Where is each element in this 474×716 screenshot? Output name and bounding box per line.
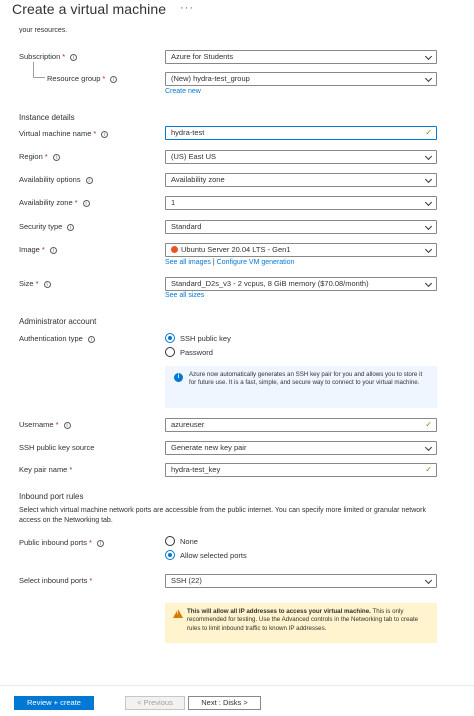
info-filled-icon: i <box>174 373 183 382</box>
key-pair-name-input[interactable]: hydra-test_key ✓ <box>165 463 437 477</box>
image-label: Image * i <box>19 245 57 255</box>
inbound-port-rules-heading: Inbound port rules <box>19 492 84 501</box>
create-new-link[interactable]: Create new <box>165 88 201 95</box>
size-dropdown[interactable]: Standard_D2s_v3 - 2 vcpus, 8 GiB memory ($70.08/month) <box>165 277 437 291</box>
info-icon[interactable]: i <box>53 154 60 161</box>
region-dropdown[interactable]: (US) East US <box>165 150 437 164</box>
info-icon[interactable]: i <box>67 224 74 231</box>
page-title: Create a virtual machine <box>12 1 167 17</box>
chevron-down-icon <box>425 280 432 287</box>
image-dropdown[interactable]: Ubuntu Server 20.04 LTS - Gen1 <box>165 243 437 257</box>
checkmark-icon: ✓ <box>425 128 432 137</box>
info-icon[interactable]: i <box>70 54 77 61</box>
security-type-label: Security type i <box>19 222 74 232</box>
availability-zone-label: Availability zone * i <box>19 198 90 208</box>
chevron-down-icon <box>425 75 432 82</box>
administrator-account-heading: Administrator account <box>19 317 97 326</box>
chevron-down-icon <box>425 246 432 253</box>
radio-password[interactable]: Password <box>165 347 213 358</box>
info-icon[interactable]: i <box>88 336 95 343</box>
more-options-icon[interactable]: ··· <box>180 2 194 14</box>
info-icon[interactable]: i <box>83 200 90 207</box>
info-icon[interactable]: i <box>110 76 117 83</box>
select-inbound-ports-dropdown[interactable]: SSH (22) <box>165 574 437 588</box>
info-icon[interactable]: i <box>97 540 104 547</box>
radio-selected-icon <box>165 550 175 560</box>
username-input[interactable]: azureuser ✓ <box>165 418 437 432</box>
authentication-type-label: Authentication type i <box>19 334 95 344</box>
chevron-down-icon <box>425 223 432 230</box>
info-icon[interactable]: i <box>44 281 51 288</box>
radio-ssh-public-key[interactable]: SSH public key <box>165 333 231 344</box>
configure-vm-generation-link[interactable]: Configure VM generation <box>216 259 295 266</box>
resource-group-label: Resource group * i <box>47 74 117 84</box>
inbound-description: Select which virtual machine network ports are accessible from the public internet. You can specify more limited or granular network access on the Networking tab. <box>19 507 426 524</box>
public-inbound-ports-label: Public inbound ports * i <box>19 538 104 548</box>
see-all-sizes-link[interactable]: See all sizes <box>165 292 205 299</box>
availability-options-label: Availability options i <box>19 175 93 185</box>
chevron-down-icon <box>425 444 432 451</box>
subscription-label: Subscription * i <box>19 52 77 62</box>
availability-options-dropdown[interactable]: Availability zone <box>165 173 437 187</box>
region-label: Region * i <box>19 152 60 162</box>
vm-name-label: Virtual machine name * i <box>19 129 108 139</box>
chevron-down-icon <box>425 199 432 206</box>
radio-unselected-icon <box>165 347 175 357</box>
info-icon[interactable]: i <box>50 247 57 254</box>
instance-details-heading: Instance details <box>19 113 75 122</box>
vm-name-input[interactable]: hydra-test ✓ <box>165 126 437 140</box>
ssh-info-text: Azure now automatically generates an SSH key pair for you and allows you to store it for future use. It is a fast, simple, and secure way to connect to your virtual machine. <box>189 371 423 387</box>
key-pair-name-label: Key pair name * <box>19 465 73 474</box>
warning-text: This will allow all IP addresses to access your virtual machine. This is only recommended for testing. Use the Advanced controls in the Networking tab to create rules to limit inbound traffic to known IP addresses. <box>187 608 419 632</box>
radio-allow-selected-ports[interactable]: Allow selected ports <box>165 550 247 561</box>
chevron-down-icon <box>425 577 432 584</box>
next-disks-button[interactable]: Next : Disks > <box>188 696 261 710</box>
chevron-down-icon <box>425 153 432 160</box>
ssh-source-label: SSH public key source <box>19 443 95 452</box>
review-create-button[interactable]: Review + create <box>14 696 94 710</box>
radio-none[interactable]: None <box>165 536 198 547</box>
previous-button[interactable]: < Previous <box>125 696 185 710</box>
warning-icon: ! <box>173 609 183 618</box>
checkmark-icon: ✓ <box>425 420 432 429</box>
see-all-images-link[interactable]: See all images <box>165 259 211 266</box>
subscription-dropdown[interactable]: Azure for Students <box>165 50 437 64</box>
info-icon[interactable]: i <box>86 177 93 184</box>
footer-divider <box>0 685 474 686</box>
info-icon[interactable]: i <box>101 131 108 138</box>
ssh-source-dropdown[interactable]: Generate new key pair <box>165 441 437 455</box>
resource-group-dropdown[interactable]: (New) hydra-test_group <box>165 72 437 86</box>
select-inbound-ports-label: Select inbound ports * <box>19 576 93 585</box>
cutoff-description: your resources. <box>19 27 68 33</box>
image-links: See all images | Configure VM generation <box>165 259 295 266</box>
radio-unselected-icon <box>165 536 175 546</box>
chevron-down-icon <box>425 176 432 183</box>
info-icon[interactable]: i <box>64 422 71 429</box>
checkmark-icon: ✓ <box>425 465 432 474</box>
username-label: Username * i <box>19 420 71 430</box>
ssh-info-banner <box>165 366 437 408</box>
radio-selected-icon <box>165 333 175 343</box>
chevron-down-icon <box>425 53 432 60</box>
blade-header <box>0 0 474 22</box>
security-type-dropdown[interactable]: Standard <box>165 220 437 234</box>
size-label: Size * i <box>19 279 51 289</box>
inbound-warning-banner <box>165 603 437 643</box>
availability-zone-dropdown[interactable]: 1 <box>165 196 437 210</box>
ubuntu-icon <box>171 246 178 253</box>
tree-connector <box>33 62 45 78</box>
